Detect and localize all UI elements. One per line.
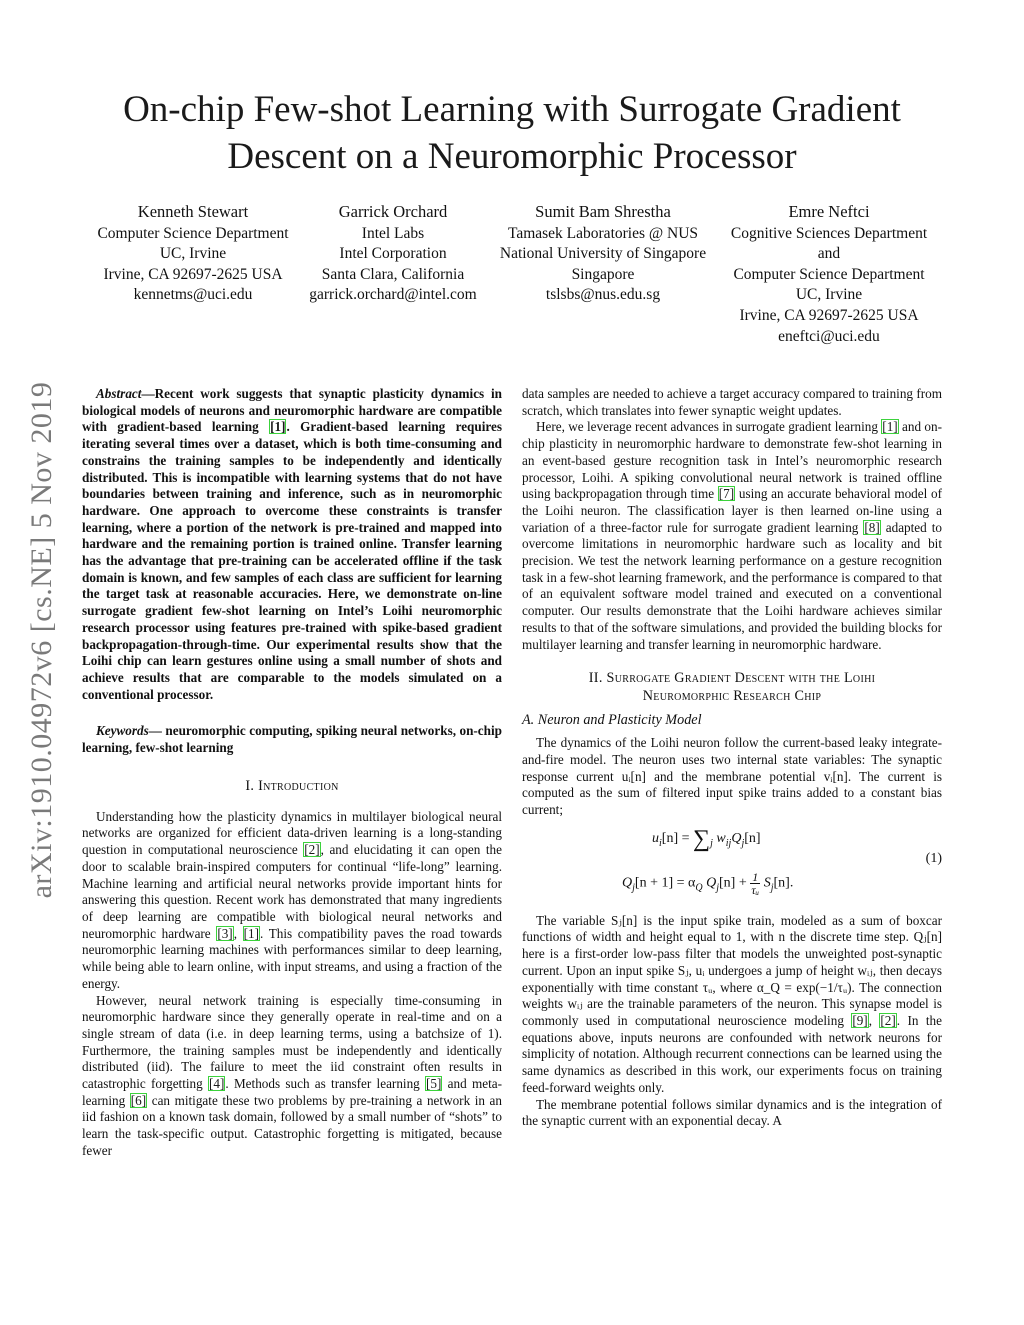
author-affiliation: and bbox=[817, 245, 841, 263]
eq-var: Q bbox=[706, 875, 717, 891]
body-text: . Methods such as transfer learning bbox=[225, 1076, 426, 1092]
author-affiliation: National University of Singapore bbox=[499, 245, 707, 263]
right-paragraph-2: The dynamics of the Loihi neuron follow the current-based leaky integrate-and-fire model. The neuron uses two internal state variables: The synaptic response current uᵢ[n] and the membrane potential vᵢ[n]. The current is computed as the sum of filtered input spike trains added to a constant bias current; bbox=[522, 735, 942, 818]
eq-text: [n + 1] = α bbox=[634, 875, 696, 891]
citation-link[interactable]: [2] bbox=[880, 1012, 896, 1028]
eq-text: [n] bbox=[744, 830, 761, 846]
author-email: garrick.orchard@intel.com bbox=[309, 286, 477, 304]
equation-row-2 bbox=[622, 871, 793, 897]
citation-link[interactable]: [1] bbox=[270, 419, 286, 435]
eq-var: S bbox=[763, 875, 771, 891]
body-text: and meta-learning bbox=[82, 1076, 502, 1108]
author-address: Irvine, CA 92697-2625 USA bbox=[739, 306, 919, 324]
citation-link[interactable]: [1] bbox=[882, 419, 898, 435]
eq-text: [n] = bbox=[661, 830, 690, 846]
author-affiliation: Computer Science Department bbox=[97, 224, 289, 242]
eq-text: [n] + bbox=[719, 875, 747, 891]
eq-var: u bbox=[652, 830, 659, 846]
author-affiliation: Computer Science Department bbox=[733, 265, 925, 283]
eq-sub: ij bbox=[725, 837, 732, 849]
citation-link[interactable]: [5] bbox=[426, 1076, 442, 1092]
section-heading-introduction: I. Introduction bbox=[245, 777, 339, 794]
eq-sub: j bbox=[741, 837, 745, 849]
author-name: Garrick Orchard bbox=[338, 202, 448, 221]
intro-paragraph-2 bbox=[82, 993, 502, 1160]
eq-var: w bbox=[716, 830, 726, 846]
right-paragraph-4: The membrane potential follows similar dynamics and is the integration of the synaptic current with an exponential decay. A bbox=[522, 1096, 942, 1129]
citation-link[interactable]: [4] bbox=[209, 1076, 225, 1092]
citation-link[interactable]: [9] bbox=[852, 1012, 868, 1028]
section-heading-line-2: Neuromorphic Research Chip bbox=[642, 688, 822, 705]
author-affiliation: Intel Labs bbox=[361, 224, 425, 242]
section-heading-surrogate bbox=[522, 669, 942, 705]
frac-denominator: τᵤ bbox=[751, 882, 760, 897]
body-text: and on-chip plasticity in neuromorphic hardware to demonstrate few-shot learning in an event-based gesture recognition task in Intel’s neuromorphic research processor, Loihi. A spiking convolutional neural network is trained offline using backpropagation through time bbox=[522, 419, 942, 502]
sum-symbol: ∑ bbox=[693, 825, 711, 852]
section-heading-line-1: II. Surrogate Gradient Descent with the Loihi bbox=[588, 670, 876, 687]
eq-sub: Q bbox=[695, 882, 703, 894]
keywords-text: neuromorphic computing, spiking neural networks, on-chip learning, few-shot learning bbox=[82, 723, 502, 756]
author-address: Singapore bbox=[571, 265, 635, 283]
abstract-text: . Gradient-based learning requires iterating several times over a dataset, which is both time-consuming and constrains the training samples to be independently and identically distributed. This is incompatible with learning systems that do not have boundaries between training and inference, such as in neuromorphic hardware. One approach to overcome these constraints is transfer learning, where a portion of the network is pre-trained and mapped into hardware and the remaining portion is trained online. Transfer learning has the advantage that pre-training can be accelerated offline if the task domain is known, and few samples of each class are sufficient for learning the target task at reasonable accuracies. Here, we demonstrate on-line surrogate gradient few-shot learning on Intel’s Loihi neuromorphic research processor using features pre-trained with spike-based gradient backpropagation-through-time. Our experimental results show that the Loihi chip can learn gestures online using a small number of shots and achieve results that are comparable to the models simulated on a conventional processor. bbox=[82, 419, 502, 702]
citation-link[interactable]: [8] bbox=[864, 519, 880, 535]
body-text: Understanding how the plasticity dynamics in multilayer biological neural networks are organized for efficient data-driven learning is a long-standing question in computational neuroscience bbox=[82, 808, 502, 858]
body-text: However, neural network training is especially time-consuming in neuromorphic hardware since they generally operate in real-time and on a single stream of data (i.e. in deep learning terms, using a batchsize of 1). Furthermore, the training samples must be independently and identically distributed (iid). The failure to meet the iid constraint often results in catastrophic forgetting bbox=[82, 992, 502, 1092]
equation-number: (1) bbox=[925, 850, 942, 866]
author-block-3 bbox=[488, 202, 718, 306]
author-name: Emre Neftci bbox=[788, 202, 870, 221]
author-email: tslsbs@nus.edu.sg bbox=[545, 286, 661, 304]
body-text: . In the equations above, inputs neurons are confounded with network neurons for simplicity of notation. Although recurrent connections can be learned using the same dynamics as described in this work, our experiments focus on training feed-forward weights only. bbox=[522, 1012, 942, 1095]
eq-var: Q bbox=[731, 830, 742, 846]
eq-sub: j bbox=[710, 837, 713, 849]
left-column bbox=[82, 386, 502, 1160]
author-email: eneftci@uci.edu bbox=[778, 327, 880, 345]
body-text: , and elucidating it can open the door to scalable brain-inspired computers for continual “life-long” learning. Machine learning and artificial neural networks provide important hints for answering this question. Recent work has demonstrated that many ingredients of deep learning are compatible with biological neural networks and neuromorphic hardware bbox=[82, 842, 502, 941]
eq-sub: j bbox=[632, 882, 635, 894]
equation-row-1 bbox=[652, 825, 761, 853]
body-text: The variable Sⱼ[n] is the input spike train, modeled as a sum of boxcar functions of width and height equal to 1, with n the discrete time step. Qⱼ[n] here is a first-order low-pass filter that models the unweighted post-synaptic current. Upon an input spike Sⱼ, uᵢ undergoes a jump of height wᵢⱼ, then decays exponentially with time constant τᵤ, where α_Q = exp(−1/τᵤ). The connection weights wᵢⱼ are the trainable parameters of the neuron. This synapse model is commonly used in computational neuroscience modeling bbox=[522, 912, 942, 1028]
abstract bbox=[82, 386, 502, 703]
body-text: . This compatibility paves the road towards neuromorphic learning machines with performances similar to deep learning, while being able to learn online, with input streams, and using a fraction of the energy. bbox=[82, 925, 503, 991]
body-text: Here, we leverage recent advances in surrogate gradient learning bbox=[536, 419, 882, 435]
frac-numerator: 1 bbox=[752, 869, 759, 884]
author-affiliation: UC, Irvine bbox=[795, 286, 863, 304]
intro-paragraph-1 bbox=[82, 809, 502, 993]
equation-1 bbox=[522, 825, 942, 905]
eq-fraction bbox=[750, 871, 760, 896]
right-column bbox=[522, 386, 942, 1130]
citation-link[interactable]: [1] bbox=[243, 925, 260, 941]
right-paragraph-1 bbox=[522, 419, 942, 653]
eq-var: Q bbox=[622, 875, 633, 891]
title-line-1: On-chip Few-shot Learning with Surrogate Gradient bbox=[123, 89, 901, 130]
title-line-2: Descent on a Neuromorphic Processor bbox=[227, 136, 797, 177]
author-block-2 bbox=[300, 202, 486, 306]
citation-link[interactable]: [7] bbox=[718, 486, 735, 502]
paper-title bbox=[60, 86, 964, 180]
keywords-lead: Keywords— bbox=[96, 723, 162, 739]
eq-sub: i bbox=[659, 837, 662, 849]
eq-sub: j bbox=[716, 882, 719, 894]
author-affiliation: Intel Corporation bbox=[339, 245, 447, 263]
author-block-4 bbox=[718, 202, 940, 347]
body-text: using an accurate behavioral model of the Loihi neuron. The classification layer is then learned on-line using a variation of a three-factor rule for surrogate gradient learning bbox=[522, 486, 942, 535]
author-affiliation: Tamasek Laboratories @ NUS bbox=[507, 224, 699, 242]
author-affiliation: Cognitive Sciences Department bbox=[730, 224, 928, 242]
body-text: , bbox=[868, 1012, 880, 1028]
author-email: kennetms@uci.edu bbox=[133, 286, 253, 304]
body-text: , bbox=[233, 925, 243, 941]
keywords bbox=[82, 723, 502, 756]
eq-sub: j bbox=[770, 882, 774, 894]
author-block-1 bbox=[88, 202, 298, 306]
author-name: Kenneth Stewart bbox=[137, 202, 249, 221]
abstract-lead: Abstract bbox=[96, 386, 142, 401]
subsection-heading: A. Neuron and Plasticity Model bbox=[522, 712, 702, 729]
author-affiliation: UC, Irvine bbox=[159, 245, 227, 263]
citation-link[interactable]: [3] bbox=[217, 925, 233, 941]
body-text: adapted to overcome limitations in neuromorphic hardware such as locality and bit precision. We test the network learning performance on a gesture recognition task in a few-shot learning framework, and the performance is compared to that of an equivalent software model trained and executed on a conventional computer. Our results demonstrate that the Loihi hardware achieves similar results to that of the software simulations, and provided the building blocks for multilayer learning and transfer learning in neuromorphic hardware. bbox=[522, 519, 943, 652]
citation-link[interactable]: [6] bbox=[130, 1092, 147, 1108]
citation-link[interactable]: [2] bbox=[304, 842, 320, 858]
body-text: can mitigate these two problems by pre-training a network in an iid fashion on a known task domain, followed by a small number of “shots” to learn the task-specific output. Catastrophic forgetting is mitigated, because fewer bbox=[82, 1092, 502, 1158]
eq-text: [n]. bbox=[773, 875, 794, 891]
right-paragraph-3 bbox=[522, 913, 942, 1097]
author-name: Sumit Bam Shrestha bbox=[535, 202, 671, 221]
author-address: Irvine, CA 92697-2625 USA bbox=[103, 265, 283, 283]
author-address: Santa Clara, California bbox=[321, 265, 465, 283]
right-paragraph-0: data samples are needed to achieve a target accuracy compared to training from scratch, which translates into fewer synaptic weight updates. bbox=[522, 386, 942, 418]
abstract-text: —Recent work suggests that synaptic plasticity dynamics in biological models of neurons and neuromorphic hardware are compatible with gradient-based learning bbox=[82, 386, 502, 435]
arxiv-stamp: arXiv:1910.04972v6 [cs.NE] 5 Nov 2019 bbox=[25, 381, 58, 899]
